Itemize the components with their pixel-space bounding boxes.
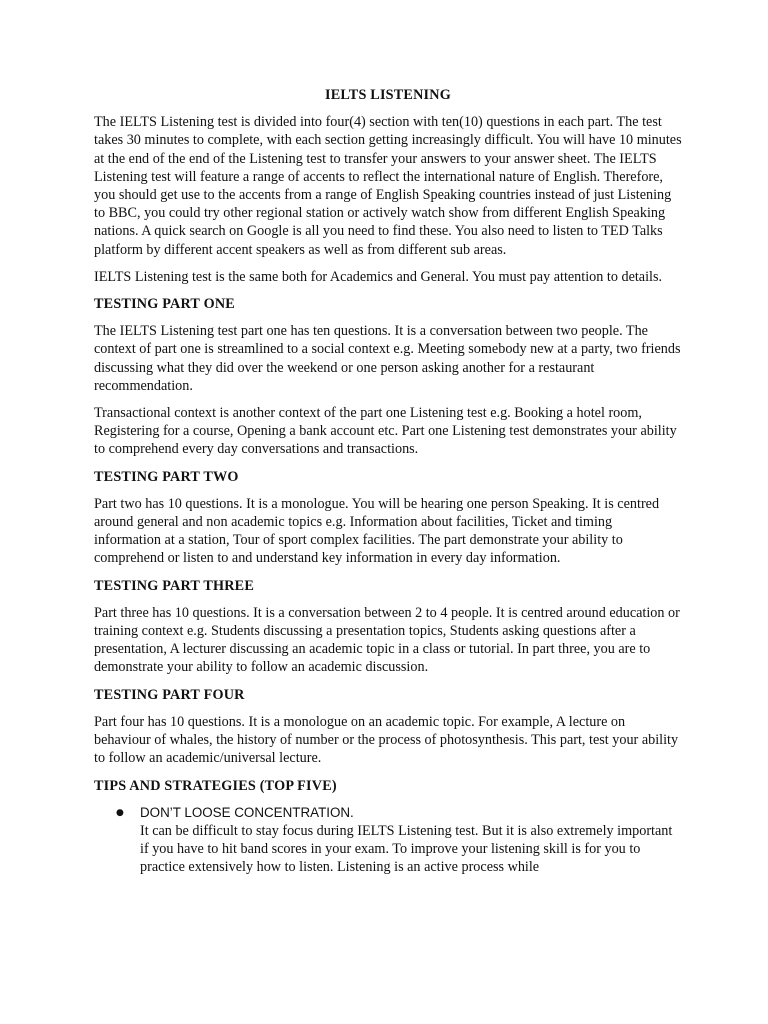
part-four-paragraph: Part four has 10 questions. It is a monologue on an academic topic. For example, A lecture on behaviour of whales, the history of number or the process of photosynthesis. This part, test your ability to follow an academic/universal lecture. <box>94 713 679 767</box>
tip-heading: DON’T LOOSE CONCENTRATION. <box>140 804 354 820</box>
part-one-paragraph-1: The IELTS Listening test part one has ten questions. It is a conversation between two people. The context of part one is streamlined to a social context e.g. Meeting somebody new at a party, two friends discussing what they did over the weekend or one person asking another for a restaurant recommendation. <box>94 323 681 394</box>
part-three-paragraph: Part three has 10 questions. It is a conversation between 2 to 4 people. It is centred around education or training context e.g. Students discussing a presentation topics, Students asking questions after a presentation, A lecturer discussing an academic topic in a class or tutorial. In part three, you are to demonstrate your ability to follow an academic discussion. <box>94 604 680 676</box>
intro-paragraph-2: IELTS Listening test is the same both for Academics and General. You must pay attention to details. <box>94 268 663 285</box>
tips-heading: TIPS AND STRATEGIES (TOP FIVE) <box>94 777 337 794</box>
tips-list <box>94 804 682 877</box>
part-two-paragraph: Part two has 10 questions. It is a monologue. You will be hearing one person Speaking. It is centred around general and non academic topics e.g. Information about facilities, Ticket and timing information at a station, Tour of sport complex facilities. The part demonstrate your ability to comprehend or listen to and understand key information in every day information. <box>94 495 660 567</box>
part-two-heading: TESTING PART TWO <box>94 468 239 485</box>
part-one-heading: TESTING PART ONE <box>94 296 235 313</box>
bullet-icon: ● <box>116 807 124 818</box>
intro-paragraph-1: The IELTS Listening test is divided into four(4) section with ten(10) questions in each part. The test takes 30 minutes to complete, with each section getting increasingly difficult. You will have 10 minutes at the end of the end of the Listening test to transfer your answers to your answer sheet. The IELTS Listening test will feature a range of accents to reflect the international nature of English. Therefore, you should get use to the accents from a range of English Speaking countries instead of just Listening to BBC, you could try other regional station or actively watch show from different English Speaking nations. A quick search on Google is all you need to find these. You also need to listen to TED Talks platform by different accent speakers as well as from different sub areas. <box>94 114 682 258</box>
part-three-heading: TESTING PART THREE <box>94 577 255 594</box>
document-title: IELTS LISTENING <box>325 87 451 103</box>
tips-list-item <box>94 804 682 877</box>
part-one-paragraph-2: Transactional context is another context of the part one Listening test e.g. Booking a hotel room, Registering for a course, Opening a bank account etc. Part one Listening test demonstrates your ability to comprehend every day conversations and transactions. <box>94 405 677 458</box>
document-page <box>94 86 682 877</box>
tip-text: It can be difficult to stay focus during IELTS Listening test. But it is also extremely important if you have to hit band scores in your exam. To improve your listening skill is for you to practice extensively how to listen. Listening is an active process while <box>140 822 673 876</box>
part-four-heading: TESTING PART FOUR <box>94 686 245 703</box>
